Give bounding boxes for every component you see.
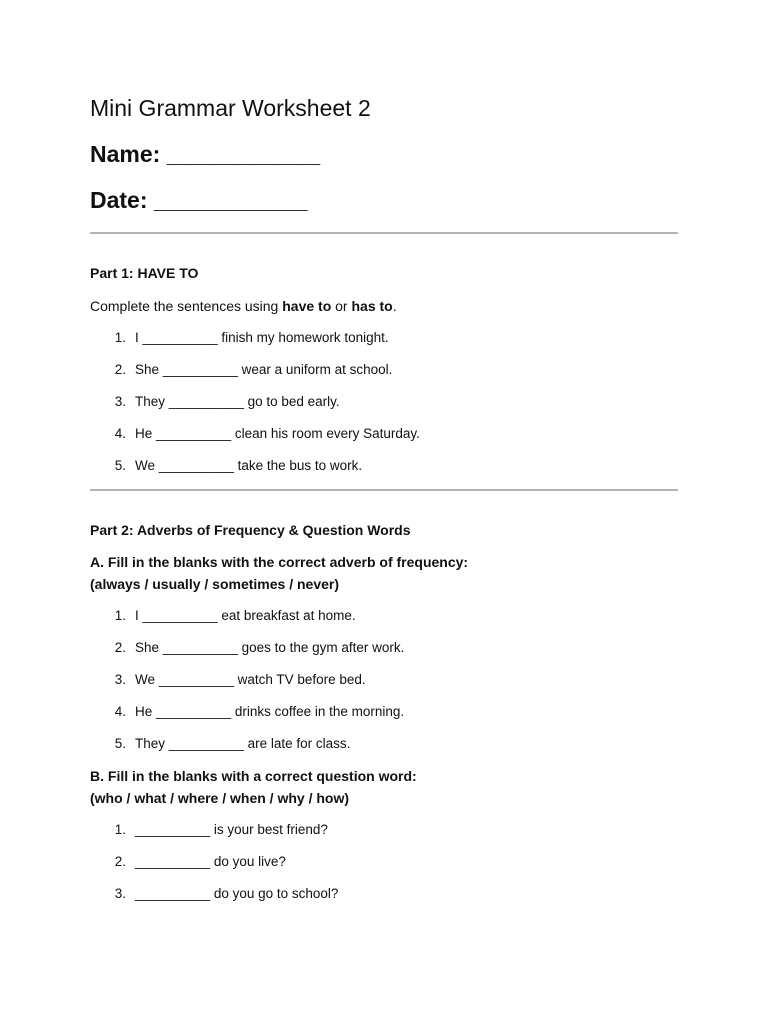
item-number: 3. — [114, 886, 126, 901]
item-sentence: They __________ go to bed early. — [135, 394, 340, 409]
part1-instruction-prefix: Complete the sentences using — [90, 298, 283, 314]
item-number: 3. — [114, 672, 126, 687]
worksheet-title: Mini Grammar Worksheet 2 — [90, 95, 371, 121]
item-sentence: I __________ finish my homework tonight. — [135, 330, 389, 345]
name-field-line: Name: ____________ — [90, 141, 321, 167]
date-field-line: Date: ____________ — [90, 187, 308, 213]
section-a-instruction — [90, 551, 468, 595]
item-number: 4. — [114, 426, 126, 441]
part1-instruction-has-to: has to — [351, 298, 393, 314]
item-number: 1. — [114, 608, 126, 623]
part1-title: Part 1: HAVE TO — [90, 265, 199, 281]
part2-title: Part 2: Adverbs of Frequency & Question Words — [90, 522, 411, 538]
section-a-line1: A. Fill in the blanks with the correct adverb of frequency: — [90, 554, 469, 570]
item-sentence: We __________ watch TV before bed. — [135, 672, 366, 687]
item-number: 5. — [114, 736, 126, 751]
item-sentence: __________ do you live? — [135, 854, 286, 869]
item-number: 1. — [114, 822, 126, 837]
item-sentence: We __________ take the bus to work. — [135, 458, 363, 473]
item-sentence: She __________ goes to the gym after work. — [135, 640, 405, 655]
section-b-options: (who / what / where / when / why / how) — [90, 790, 350, 806]
item-sentence: __________ is your best friend? — [135, 822, 328, 837]
part1-instruction-or: or — [331, 298, 352, 314]
part1-instruction-period: . — [392, 298, 397, 314]
item-number: 5. — [114, 458, 126, 473]
part1-instruction-have-to: have to — [282, 298, 332, 314]
item-sentence: __________ do you go to school? — [135, 886, 339, 901]
section-a-options: (always / usually / sometimes / never) — [90, 576, 339, 592]
section-b-instruction — [90, 765, 417, 809]
item-number: 2. — [114, 362, 126, 377]
item-number: 1. — [114, 330, 126, 345]
part1-instruction — [90, 298, 397, 314]
item-sentence: He __________ clean his room every Saturday. — [135, 426, 420, 441]
item-sentence: They __________ are late for class. — [135, 736, 351, 751]
item-number: 4. — [114, 704, 126, 719]
item-number: 3. — [114, 394, 126, 409]
item-sentence: He __________ drinks coffee in the morning. — [135, 704, 405, 719]
divider — [90, 489, 678, 491]
divider — [90, 232, 678, 234]
section-b-line1: B. Fill in the blanks with a correct question word: — [90, 768, 417, 784]
item-sentence: I __________ eat breakfast at home. — [135, 608, 356, 623]
item-sentence: She __________ wear a uniform at school. — [135, 362, 393, 377]
item-number: 2. — [114, 854, 126, 869]
item-number: 2. — [114, 640, 126, 655]
